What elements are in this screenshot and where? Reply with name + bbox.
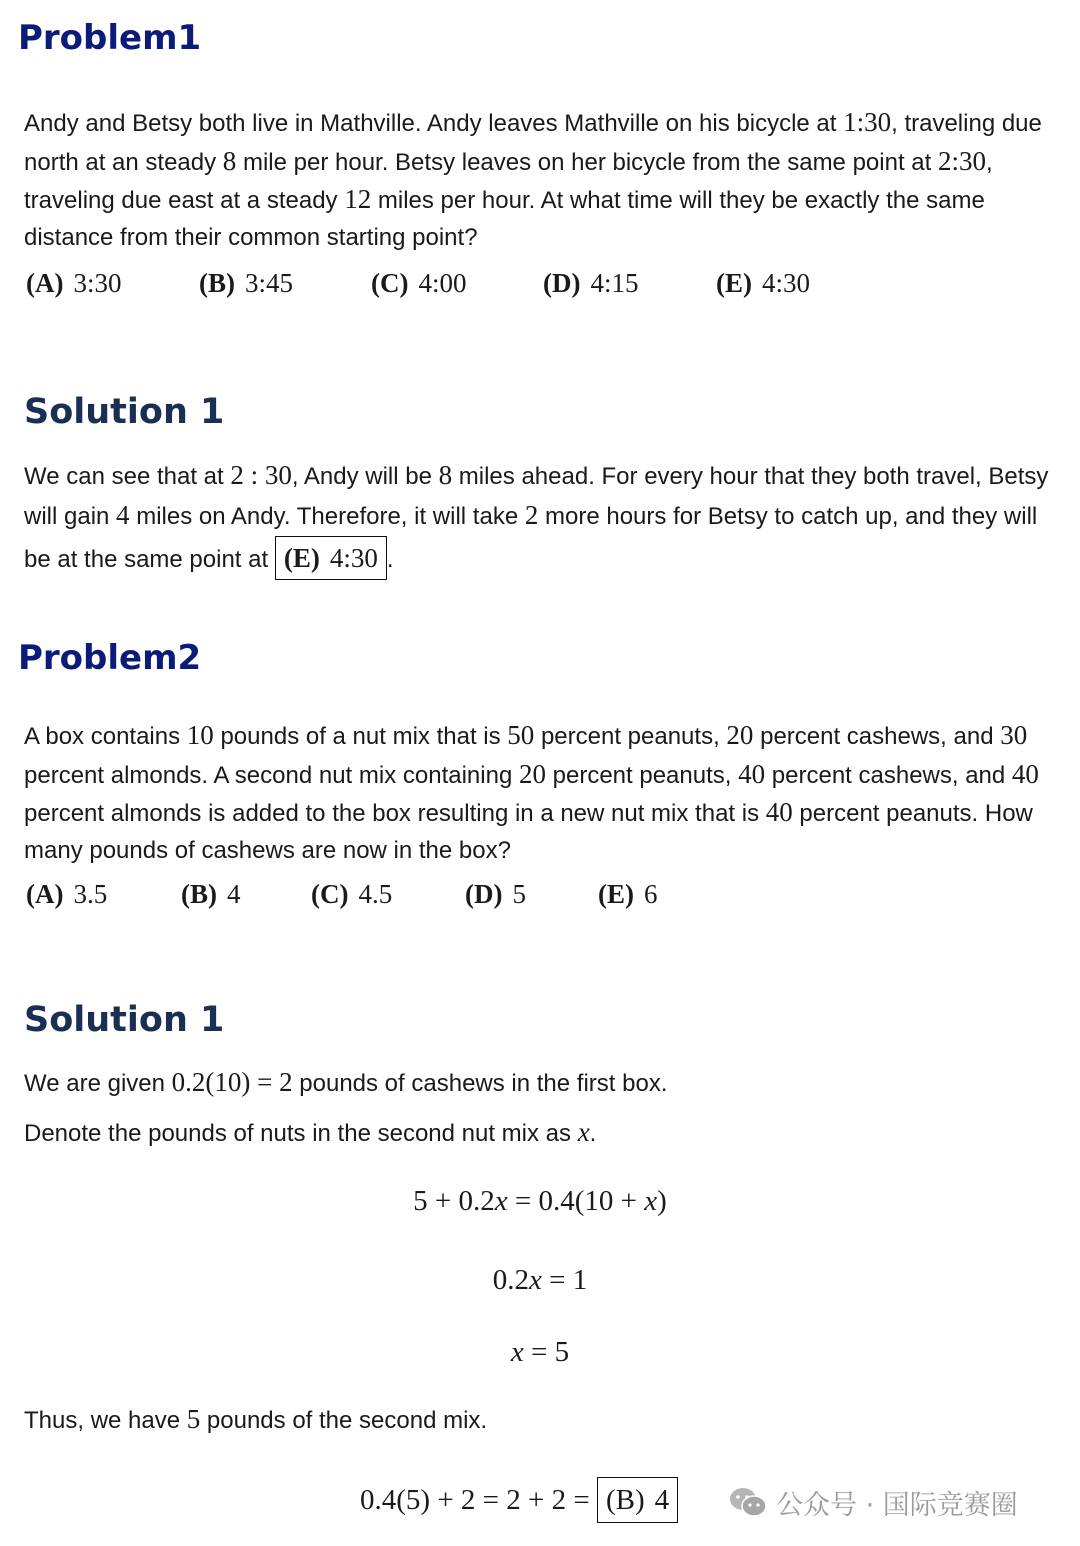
equation-2: 0.2x = 1 xyxy=(492,1264,588,1296)
solution1-text: We can see that at 2 : 30, Andy will be 8 miles ahead. For every hour that they both travel, Betsy will gain 4 miles on Andy. Therefore, it will take 2 more hours for Betsy to catch up, and they will be at the same point at (E) 4:30 . xyxy=(24,456,1070,580)
problem2-text: A box contains 10 pounds of a nut mix that is 50 percent peanuts, 20 percent cashews, and 30 percent almonds. A second nut mix containing 20 percent peanuts, 40 percent cashews, and 40 percent almonds is added to the box resulting in a new nut mix that is 40 percent peanuts. How many pounds of cashews are now in the box? xyxy=(24,720,1039,864)
choice-d: (D) 5 xyxy=(465,879,526,909)
wechat-icon xyxy=(728,1486,768,1518)
watermark xyxy=(728,1484,1018,1520)
problem2-title: Problem2 xyxy=(18,638,202,678)
choice-c: (C) 4.5 xyxy=(311,879,393,909)
equation-1: 5 + 0.2x = 0.4(10 + x) xyxy=(413,1185,667,1217)
problem1-title: Problem1 xyxy=(18,18,202,58)
choice-b: (B) 4 xyxy=(181,879,241,909)
choice-c: (C) 4:00 xyxy=(371,268,467,298)
final-equation: 0.4(5) + 2 = 2 + 2 = (B) 4 xyxy=(360,1477,678,1523)
watermark-text: 公众号 · 国际竞赛圈 xyxy=(776,1489,1018,1521)
problem1-choices xyxy=(26,266,810,300)
solution2-line1: We are given 0.2(10) = 2 pounds of cashews in the first box. xyxy=(24,1067,668,1097)
solution2-answer-box: (B) 4 xyxy=(597,1477,678,1523)
choice-d: (D) 4:15 xyxy=(543,268,639,298)
choice-b: (B) 3:45 xyxy=(199,268,294,298)
solution1-answer-box: (E) 4:30 xyxy=(275,536,387,580)
problem1-text: Andy and Betsy both live in Mathville. Andy leaves Mathville on his bicycle at 1:30, traveling due north at an steady 8 mile per hour. Betsy leaves on her bicycle from the same point at 2:30, traveling due east at a steady 12 miles per hour. At what time will they be exactly the same distance from their common starting point? xyxy=(24,107,1042,251)
equation-3: x = 5 xyxy=(510,1336,570,1368)
solution2-line3: Thus, we have 5 pounds of the second mix. xyxy=(24,1404,488,1434)
choice-a: (A) 3:30 xyxy=(26,268,122,298)
solution1-title: Solution 1 xyxy=(24,392,225,432)
choice-a: (A) 3.5 xyxy=(26,879,108,909)
choice-e: (E) 4:30 xyxy=(716,268,811,298)
problem2-choices xyxy=(26,877,658,911)
solution2-line2: Denote the pounds of nuts in the second nut mix as x. xyxy=(24,1117,597,1147)
solution2-title: Solution 1 xyxy=(24,1000,225,1040)
choice-e: (E) 6 xyxy=(598,879,658,909)
